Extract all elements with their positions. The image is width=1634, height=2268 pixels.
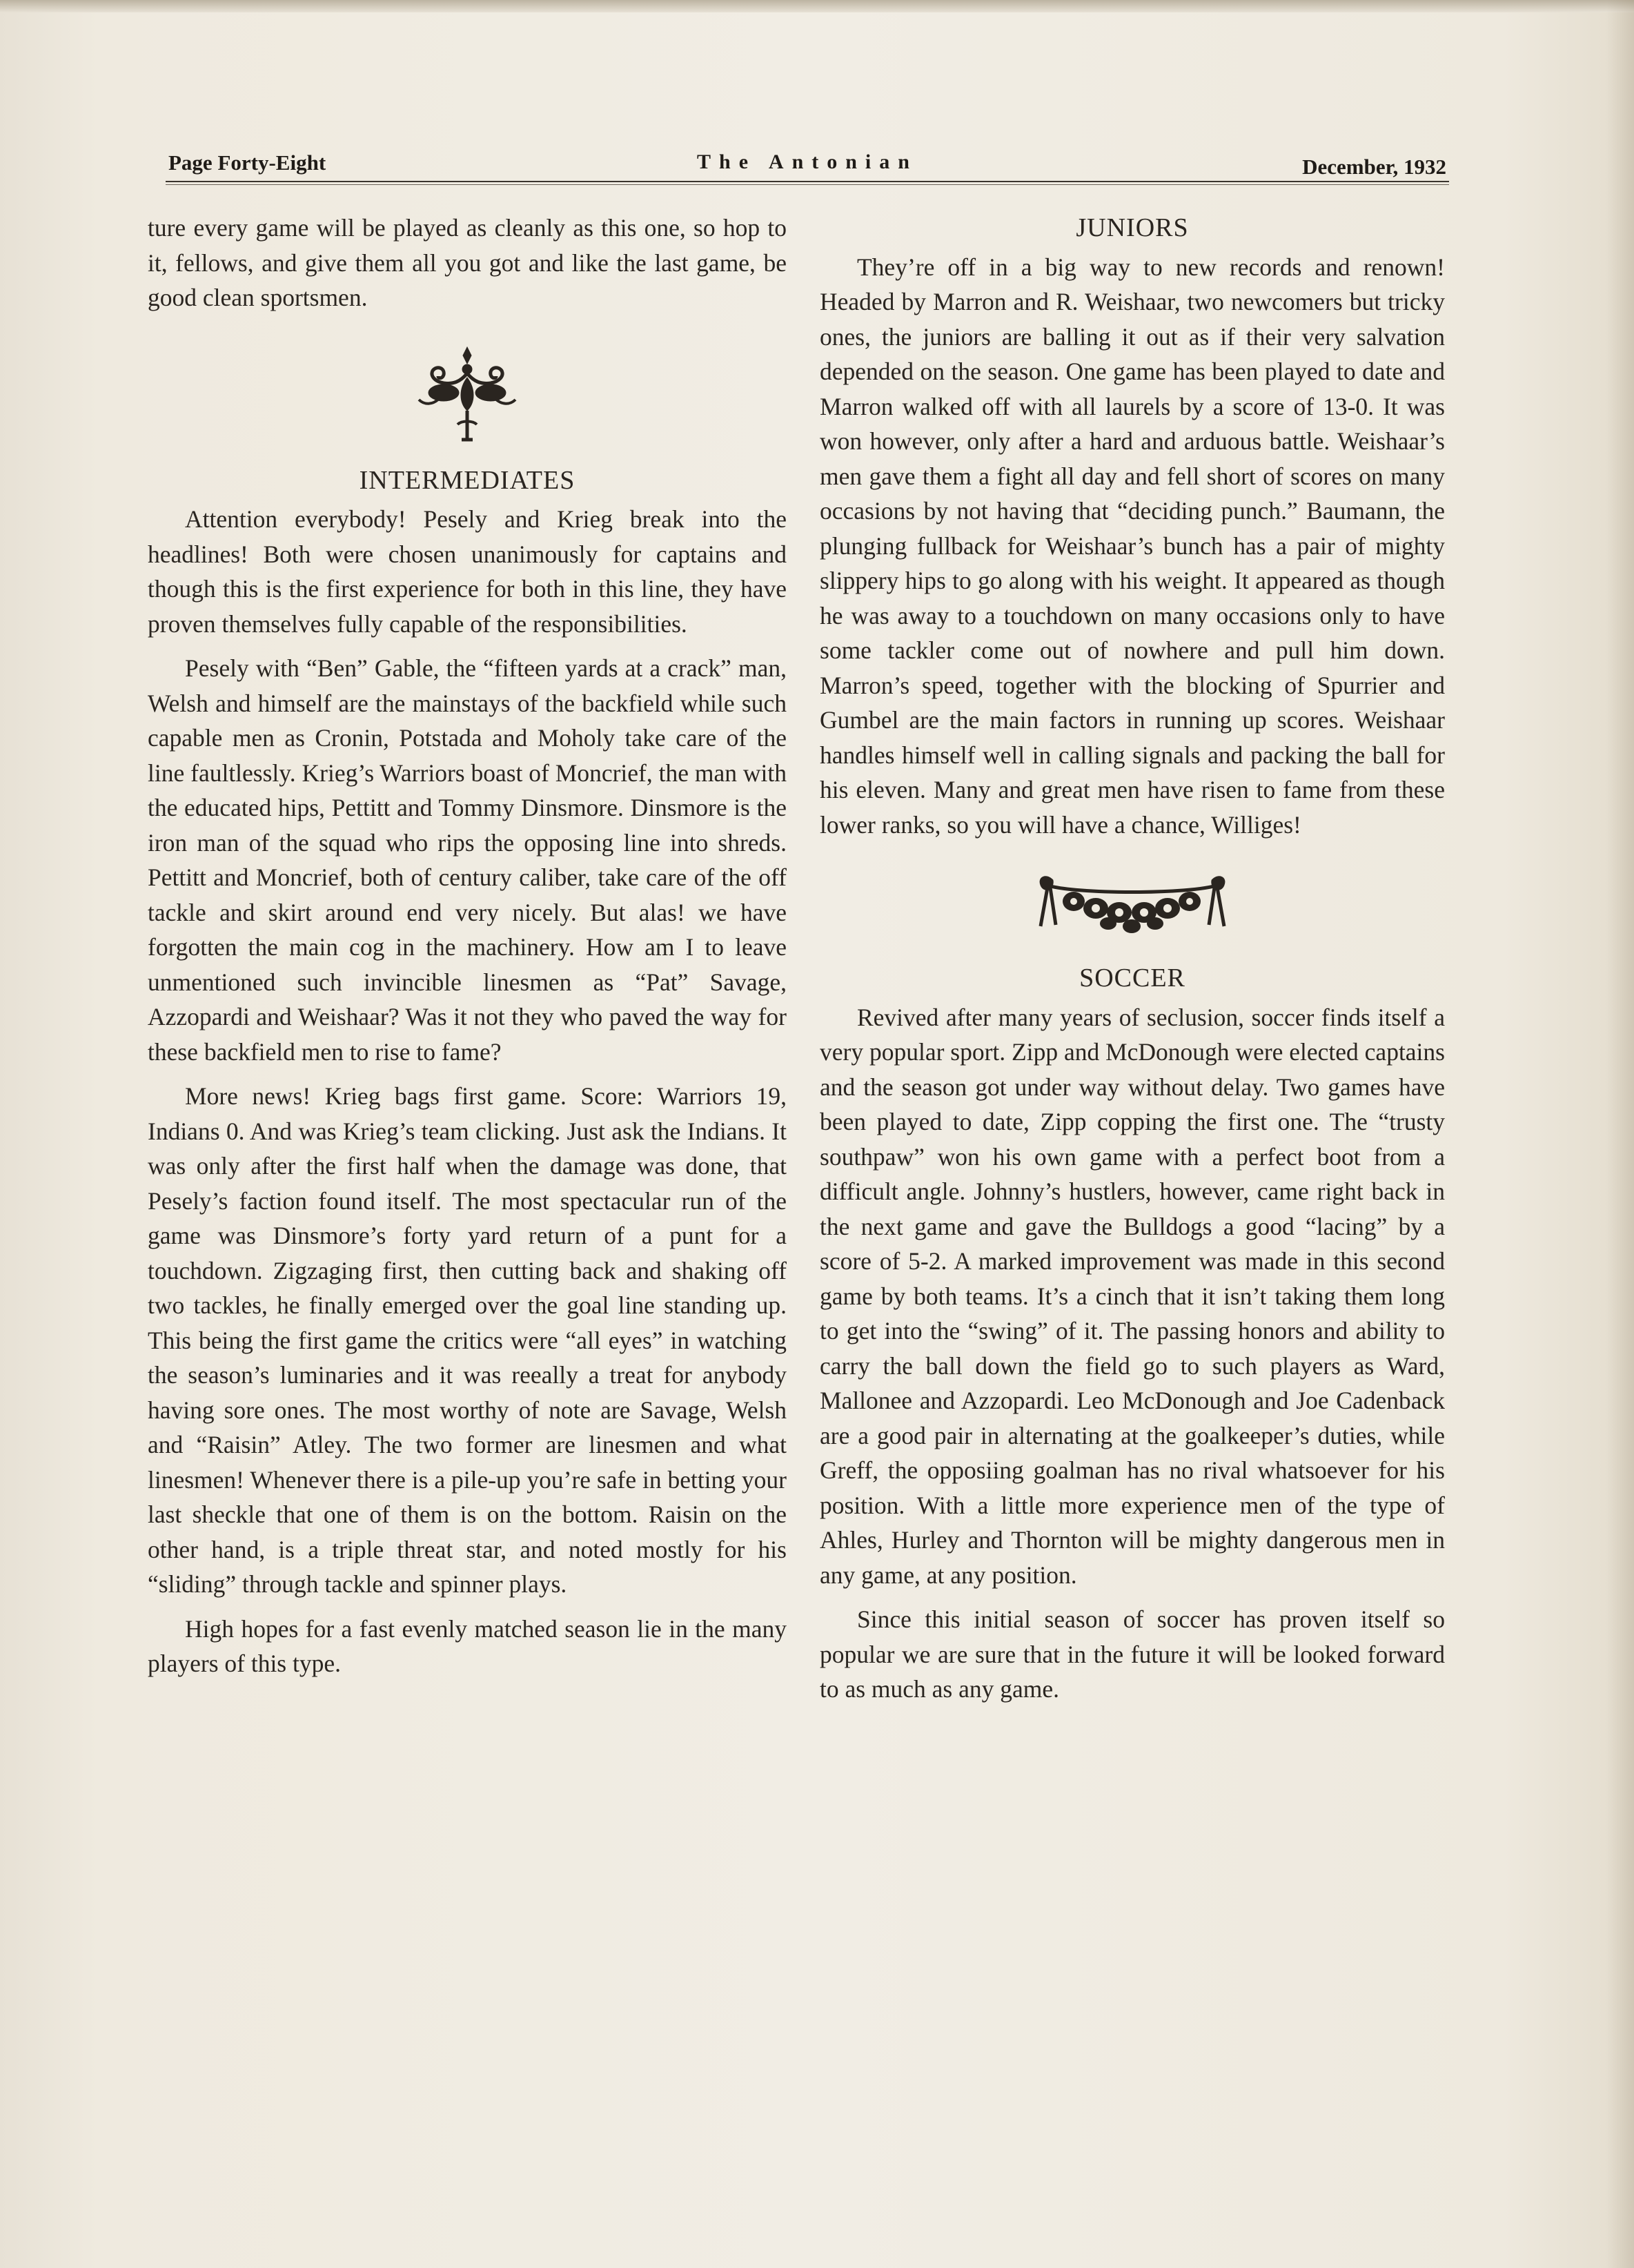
header-rule-thin <box>166 184 1449 185</box>
page-right-edge <box>1606 0 1634 2268</box>
intermediates-paragraph: Pesely with “Ben” Gable, the “fifteen yards at a crack” man, Welsh and himself are the mainstays of the backfield while such capable men as Cronin, Potstada and Moholy take care of the line faultlessly. Krieg’s Warriors boast of Moncrief, the man with the educated hips, Pettitt and Tommy Dinsmore. Dinsmore is the iron man of the squad who rips the opposing line into shreds. Pettitt and Moncrief, both of century caliber, take care of the off tackle and skirt around end very nicely. But alas! we have forgotten the main cog in the machinery. How am I to leave unmentioned such invincible linesmen as “Pat” Savage, Azzopardi and Weishaar? Was it not they who paved the way for these backfield men to rise to fame? <box>148 654 787 1066</box>
garland-ornament-icon <box>1032 871 1232 940</box>
issue-date: December, 1932 <box>1302 155 1446 179</box>
intermediates-paragraph: Attention everybody! Pesely and Krieg break into the headlines! Both were chosen unanimously for captains and though this is the first experience for both in this line, they have proven themselves fully capable of the responsibilities. <box>148 505 787 638</box>
left-column <box>148 211 787 1691</box>
header-rule <box>166 181 1449 182</box>
soccer-paragraph: Revived after many years of seclusion, soccer finds itself a very popular sport. Zipp and McDonough were elected captains and the season got under way without delay. Two games have been played to date, Zipp copping the first one. The “trusty southpaw” won his own game with a perfect boot from a difficult angle. Johnny’s hustlers, however, came right back in the next game and gave the Bulldogs a good “lacing” by a score of 5-2. A marked improvement was made in this second game by both teams. It’s a cinch that it isn’t taking them long to get into the “swing” of it. The passing honors and ability to carry the ball down the field go to such players as Ward, Mallonee and Azzopardi. Leo McDonough and Joe Cadenback are a good pair in alternating at the goalkeeper’s duties, while Greff, the opposiing goalman has no rival whatsoever for his position. With a little more experience men of the type of Ahles, Hurley and Thornton will be mighty dangerous men in any game, at any position. <box>820 1003 1445 1589</box>
running-header <box>166 150 1449 185</box>
right-column <box>820 211 1445 1717</box>
intermediates-heading: INTERMEDIATES <box>359 465 575 495</box>
juniors-heading: JUNIORS <box>1076 213 1189 242</box>
soccer-paragraph: Since this initial season of soccer has proven itself so popular we are sure that in the future it will be looked forward to as much as any game. <box>820 1605 1445 1703</box>
intermediates-paragraph: More news! Krieg bags first game. Score: Warriors 19, Indians 0. And was Krieg’s team clicking. Just ask the Indians. It was only after the first half when the damage was done, that Pesely’s faction found itself. The most spectacular run of the game was Dinsmore’s forty yard return of a punt for a touchdown. Zigzaging first, then cutting back and shaking off two tackles, he finally emerged over the goal line standing up. This being the first game the critics were “all eyes” in watching the season’s luminaries and it was reeally a treat for anybody having sore ones. The most worthy of note are Savage, Welsh and “Raisin” Atley. The two former are linesmen and what linesmen! Whenever there is a pile-up you’re safe in betting your last sheckle that one of them is on the bottom. Raisin on the other hand, is a triple threat star, and noted mostly for his “sliding” through tackle and spinner plays. <box>148 1082 787 1598</box>
soccer-heading: SOCCER <box>1079 964 1185 993</box>
continued-paragraph: ture every game will be played as cleanly as this one, so hop to it, fellows, and give them all you got and like the last game, be good clean sportsmen. <box>148 214 787 311</box>
page-top-edge <box>0 0 1634 12</box>
publication-title: The Antonian <box>697 150 918 173</box>
fleur-ornament-icon <box>412 343 522 447</box>
intermediates-paragraph: High hopes for a fast evenly matched season lie in the many players of this type. <box>148 1614 787 1677</box>
juniors-paragraph: They’re off in a big way to new records and renown! Headed by Marron and R. Weishaar, two newcomers but tricky ones, the juniors are balling it out as if their very salvation depended on the season. One game has been played to date and Marron walked off with all laurels by a score of 13-0. It was won however, only after a hard and arduous battle. Weishaar’s men gave them a fight all day and fell short of scores on many occasions by not having that “deciding punch.” Baumann, the plunging fullback for Weishaar’s bunch has a pair of mighty slippery hips to go along with his weight. It appeared as though he was away to a touchdown on many occasions only to have some tackler come out of nowhere and pull him down. Marron’s speed, together with the blocking of Spurrier and Gumbel are the main factors in running up scores. Weishaar handles himself well in calling signals and packing the ball for his eleven. Many and great men have risen to fame from these lower ranks, so you will have a chance, Williges! <box>820 253 1445 839</box>
page-number-label: Page Forty-Eight <box>168 150 326 175</box>
